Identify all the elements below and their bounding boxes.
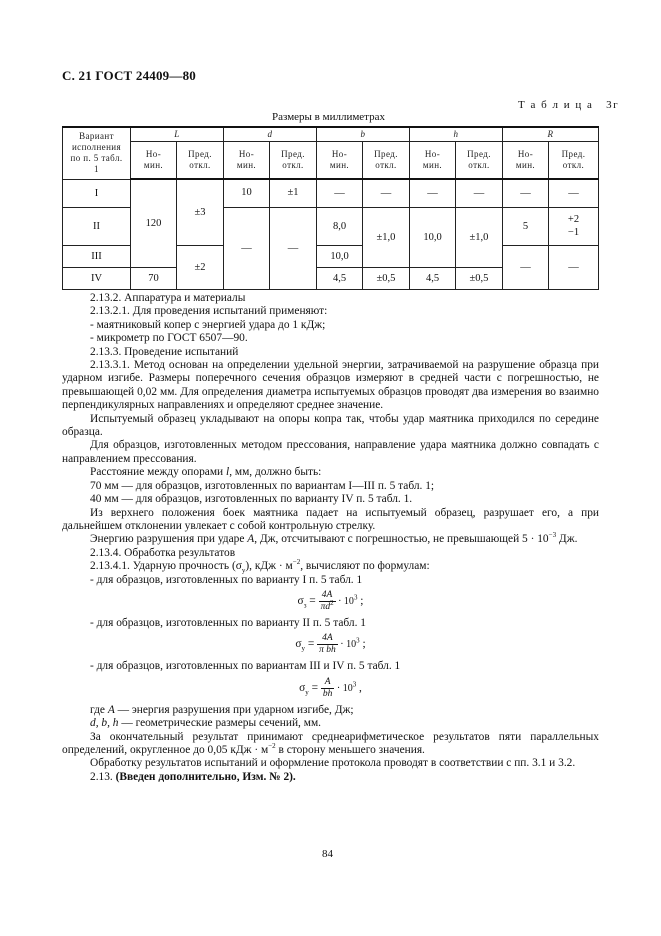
table-cell: ±0,5 <box>363 267 410 289</box>
table-cell: ±2 <box>177 245 224 289</box>
table-cell: 10 <box>224 179 270 207</box>
table-label: Т а б л и ц а 3г <box>518 99 620 111</box>
table-cell: 4,5 <box>410 267 456 289</box>
page-number: 84 <box>322 848 333 860</box>
paragraph: 70 мм — для образцов, изготовленных по вариантам I—III п. 5 табл. 1; <box>90 479 435 492</box>
table-cell: 120 <box>131 179 177 267</box>
dimensions-table <box>62 126 599 290</box>
table-cell: ±0,5 <box>456 267 503 289</box>
table-cell: — <box>456 179 503 207</box>
paragraph: d, b, h — геометрические размеры сечений, мм. <box>90 717 322 730</box>
table-cell <box>549 207 599 245</box>
table-cell: — <box>224 207 270 289</box>
table-cell: — <box>503 245 549 289</box>
paragraph: Испытуемый образец укладывают на опоры копра так, чтобы удар маятника приходился по середине образца. <box>62 412 599 439</box>
paragraph: За окончательный результат принимают среднеарифметическое результатов пяти параллельных определений, округленное до 0,05 кДж · $м^{-2}$ в сторону меньшего значения. <box>62 730 599 756</box>
paragraph: Для образцов, изготовленных методом прессования, направление удара маятника должно совпадать с направлением прессования. <box>62 439 599 465</box>
tolerance-upper: +2 <box>567 214 580 225</box>
subheader-pred: Пред. откл. <box>177 141 224 179</box>
formula-1: $\sigma_з$ = $\frac{4A}{\pi d^2}$ · $10^3$ ; <box>297 589 364 612</box>
table-cell: ±1 <box>270 179 317 207</box>
page-header: С. 21 ГОСТ 24409—80 <box>62 68 196 83</box>
body-text <box>62 292 599 784</box>
table-units: Размеры в миллиметрах <box>272 111 385 123</box>
paragraph: 2.13.2. Аппаратура и материалы <box>90 292 246 304</box>
subheader-nom: Но-мин. <box>317 141 363 179</box>
paragraph: Энергию разрушения при ударе A, Дж, отсчитывают с погрешностью, не превышающей $5 \cdot 10^{-3}$ Дж. <box>90 531 578 546</box>
group-header-L: L <box>131 127 224 141</box>
group-header-b: b <box>317 127 410 141</box>
table-cell: 10,0 <box>410 207 456 267</box>
paragraph: 2.13.2.1. Для проведения испытаний применяют: <box>90 305 328 318</box>
paragraph: - для образцов, изготовленных по варианту I п. 5 табл. 1 <box>90 573 363 586</box>
table-cell: 8,0 <box>317 207 363 245</box>
table-cell: — <box>317 179 363 207</box>
paragraph: Из верхнего положения боек маятника падает на испытуемый образец, разрушает его, а при дальнейшем отклонении увлекает с собой контрольную стрелку. <box>62 506 599 532</box>
subheader-nom: Но-мин. <box>503 141 549 179</box>
subheader-pred: Пред. откл. <box>270 141 317 179</box>
table-cell: — <box>503 179 549 207</box>
paragraph: 40 мм — для образцов, изготовленных по варианту IV п. 5 табл. 1. <box>90 493 413 506</box>
paragraph: 2.13.3. Проведение испытаний <box>90 345 239 358</box>
variant-header: Вариант исполнения по п. 5 табл. 1 <box>63 127 131 179</box>
table-cell: 10,0 <box>317 245 363 267</box>
table-cell: — <box>410 179 456 207</box>
paragraph: - для образцов, изготовленных по вариантам III и IV п. 5 табл. 1 <box>90 660 401 673</box>
paragraph: где A — энергия разрушения при ударном изгибе, Дж; <box>90 703 354 716</box>
subheader-nom: Но-мин. <box>410 141 456 179</box>
subheader-nom: Но-мин. <box>131 141 177 179</box>
table-cell: ±3 <box>177 179 224 245</box>
subheader-pred: Пред. откл. <box>363 141 410 179</box>
table-row <box>63 179 599 207</box>
subheader-pred: Пред. откл. <box>549 141 599 179</box>
paragraph: - для образцов, изготовленных по варианту II п. 5 табл. 1 <box>90 616 366 629</box>
subheader-pred: Пред. откл. <box>456 141 503 179</box>
table-cell: 4,5 <box>317 267 363 289</box>
tolerance-lower: −1 <box>567 227 580 238</box>
paragraph: 2.13. (Введен дополнительно, Изм. № 2). <box>90 770 296 783</box>
paragraph: 2.13.3.1. Метод основан на определении удельной энергии, затрачиваемой на разрушение образца при ударном изгибе. Размеры поперечного сечения образцов измеряют в средней части с погрешностью, не превышающей 0,02 мм. Для определения диаметра испытуемых образцов проводят два измерения во взаимно перпендикулярных направлениях и определяют среднее значение. <box>62 359 599 412</box>
variant-cell: I <box>63 179 131 207</box>
table-cell: — <box>549 179 599 207</box>
variant-cell: III <box>63 245 131 267</box>
paragraph: - маятниковый копер с энергией удара до 1 кДж; <box>90 318 326 331</box>
table-cell: 5 <box>503 207 549 245</box>
paragraph: Обработку результатов испытаний и оформление протокола проводят в соответствии с пп. 3.1 и 3.2. <box>90 757 576 770</box>
variant-cell: IV <box>63 267 131 289</box>
variant-cell: II <box>63 207 131 245</box>
group-header-h: h <box>410 127 503 141</box>
group-header-d: d <box>224 127 317 141</box>
formula-2: $\sigma_y$ = $\frac{4A}{\text{π bh}}$ · $10^3$ ; <box>295 633 366 656</box>
table-cell: — <box>549 245 599 289</box>
table-cell: — <box>270 207 317 289</box>
paragraph: 2.13.4. Обработка результатов <box>90 546 236 559</box>
table-cell: ±1,0 <box>363 207 410 267</box>
paragraph: Расстояние между опорами l, мм, должно быть: <box>90 466 322 479</box>
formula-3: $\sigma_y$ = $\frac{A}{bh}$ · $10^3$ , <box>299 676 362 699</box>
paragraph: 2.13.4.1. Ударную прочность $(\sigma_y)$, кДж · $м^{-2}$, вычисляют по формулам: <box>90 558 430 575</box>
paragraph: - микрометр по ГОСТ 6507—90. <box>90 332 248 345</box>
subheader-nom: Но-мин. <box>224 141 270 179</box>
group-header-R: R <box>503 127 599 141</box>
table-cell: ±1,0 <box>456 207 503 267</box>
table-cell: — <box>363 179 410 207</box>
table-cell: 70 <box>131 267 177 289</box>
